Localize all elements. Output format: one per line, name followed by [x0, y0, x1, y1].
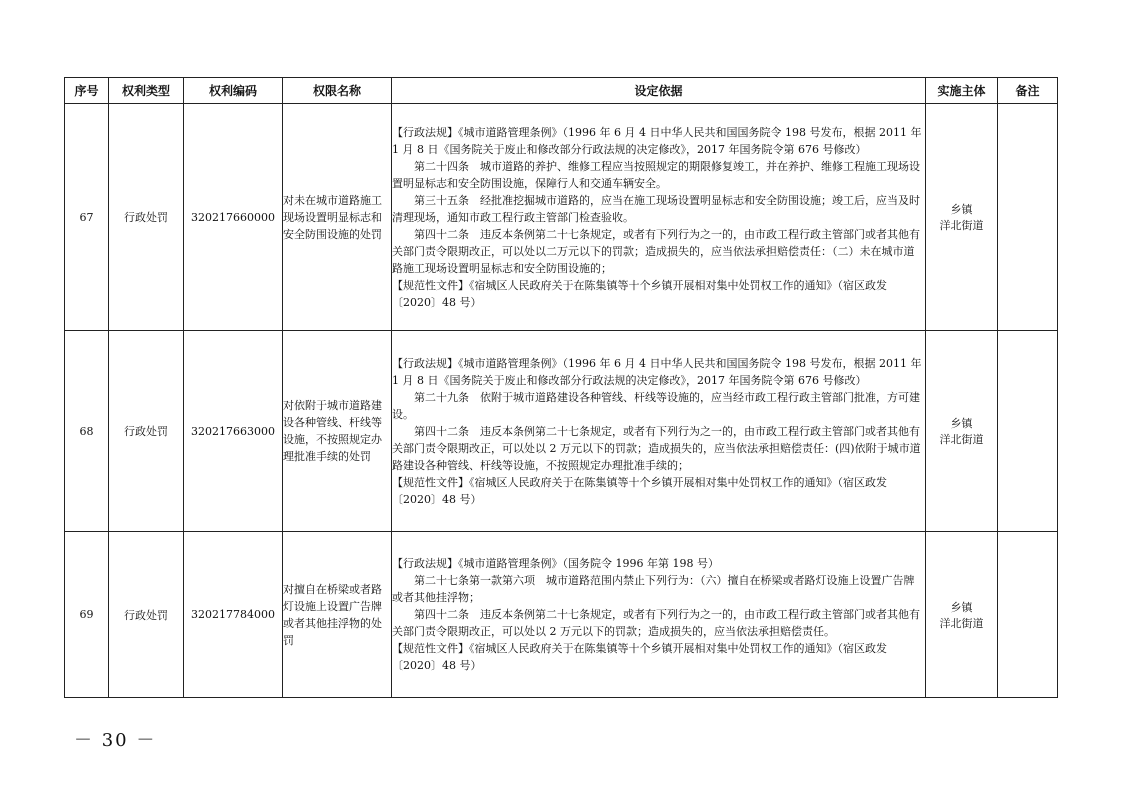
header-no: 序号 — [65, 78, 109, 104]
authority-table — [64, 77, 1058, 698]
header-note: 备注 — [998, 78, 1058, 104]
header-basis: 设定依据 — [392, 78, 926, 104]
right-type: 行政处罚 — [109, 532, 184, 698]
subject-line: 洋北街道 — [939, 433, 984, 446]
implementing-subject — [926, 104, 998, 331]
header-name: 权限名称 — [283, 78, 392, 104]
legal-basis — [392, 532, 926, 698]
basis-paragraph: 第四十二条 违反本条例第二十七条规定，或者有下列行为之一的，由市政工程行政主管部门或者其他有关部门责令限期改正，可以处以 2 万元以下的罚款；造成损失的，应当依法承担赔偿责任。 — [392, 608, 920, 638]
note-cell — [998, 532, 1058, 698]
note-cell — [998, 104, 1058, 331]
subject-line: 乡镇 — [950, 417, 973, 430]
basis-paragraph: 【行政法规】《城市道路管理条例》（1996 年 6 月 4 日中华人民共和国国务院令 198 号发布，根据 2011 年 1 月 8 日《国务院关于废止和修改部分行政法规的决定修改》，2017 年国务院令第 676 号修改） — [392, 125, 922, 156]
right-type: 行政处罚 — [109, 331, 184, 532]
legal-basis — [392, 104, 926, 331]
right-code: 320217660000 — [184, 104, 283, 331]
header-type: 权利类型 — [109, 78, 184, 104]
row-number: 69 — [65, 532, 109, 698]
legal-basis — [392, 331, 926, 532]
header-code: 权利编码 — [184, 78, 283, 104]
implementing-subject — [926, 532, 998, 698]
table-row — [65, 532, 1058, 698]
basis-paragraph: 第二十九条 依附于城市道路建设各种管线、杆线等设施的，应当经市政工程行政主管部门批准，方可建设。 — [392, 390, 920, 421]
subject-line: 洋北街道 — [939, 616, 984, 630]
subject-line: 乡镇 — [950, 203, 973, 216]
implementing-subject — [926, 331, 998, 532]
basis-paragraph: 【行政法规】《城市道路管理条例》（1996 年 6 月 4 日中华人民共和国国务院令 198 号发布，根据 2011 年 1 月 8 日《国务院关于废止和修改部分行政法规的决定修改》，2017 年国务院令第 676 号修改） — [392, 356, 922, 387]
note-cell — [998, 331, 1058, 532]
basis-paragraph: 【行政法规】《城市道路管理条例》（国务院令 1996 年第 198 号） — [392, 557, 719, 570]
authority-name: 对未在城市道路施工现场设置明显标志和安全防围设施的处罚 — [283, 104, 392, 331]
basis-paragraph: 【规范性文件】《宿城区人民政府关于在陈集镇等十个乡镇开展相对集中处罚权工作的通知》（宿区政发〔2020〕48 号） — [392, 475, 887, 506]
basis-paragraph: 第二十四条 城市道路的养护、维修工程应当按照规定的期限修复竣工，并在养护、维修工程施工现场设置明显标志和安全防围设施，保障行人和交通车辆安全。 — [392, 159, 920, 190]
subject-line: 乡镇 — [950, 600, 973, 614]
basis-paragraph: 第四十二条 违反本条例第二十七条规定，或者有下列行为之一的，由市政工程行政主管部门或者其他有关部门责令限期改正，可以处以 2 万元以下的罚款；造成损失的，应当依法承担赔偿责任：(四)依附于城市道路建设各种管线、杆线等设施，不按照规定办理批准手续的； — [392, 424, 921, 472]
page-number: － 30 － — [74, 730, 157, 751]
basis-paragraph: 第二十七条第一款第六项 城市道路范围内禁止下列行为：（六）擅自在桥梁或者路灯设施上设置广告牌或者其他挂浮物； — [392, 574, 915, 604]
basis-paragraph: 第三十五条 经批准挖掘城市道路的，应当在施工现场设置明显标志和安全防围设施；竣工后，应当及时清理现场，通知市政工程行政主管部门检查验收。 — [392, 193, 920, 224]
row-number: 67 — [65, 104, 109, 331]
table-row — [65, 331, 1058, 532]
table-row — [65, 104, 1058, 331]
basis-paragraph: 第四十二条 违反本条例第二十七条规定，或者有下列行为之一的，由市政工程行政主管部门或者其他有关部门责令限期改正，可以处以二万元以下的罚款；造成损失的，应当依法承担赔偿责任：（二）未在城市道路施工现场设置明显标志和安全防围设施的； — [392, 227, 920, 275]
authority-name: 对依附于城市道路建设各种管线、杆线等设施，不按照规定办理批准手续的处罚 — [283, 331, 392, 532]
authority-name: 对擅自在桥梁或者路灯设施上设置广告牌或者其他挂浮物的处罚 — [283, 532, 392, 698]
basis-paragraph: 【规范性文件】《宿城区人民政府关于在陈集镇等十个乡镇开展相对集中处罚权工作的通知》（宿区政发〔2020〕48 号） — [392, 278, 887, 309]
row-number: 68 — [65, 331, 109, 532]
subject-line: 洋北街道 — [939, 219, 984, 232]
basis-paragraph: 【规范性文件】《宿城区人民政府关于在陈集镇等十个乡镇开展相对集中处罚权工作的通知》（宿区政发〔2020〕48 号） — [392, 642, 887, 672]
header-subject: 实施主体 — [926, 78, 998, 104]
right-code: 320217784000 — [184, 532, 283, 698]
right-type: 行政处罚 — [109, 104, 184, 331]
right-code: 320217663000 — [184, 331, 283, 532]
header-row — [65, 78, 1058, 104]
